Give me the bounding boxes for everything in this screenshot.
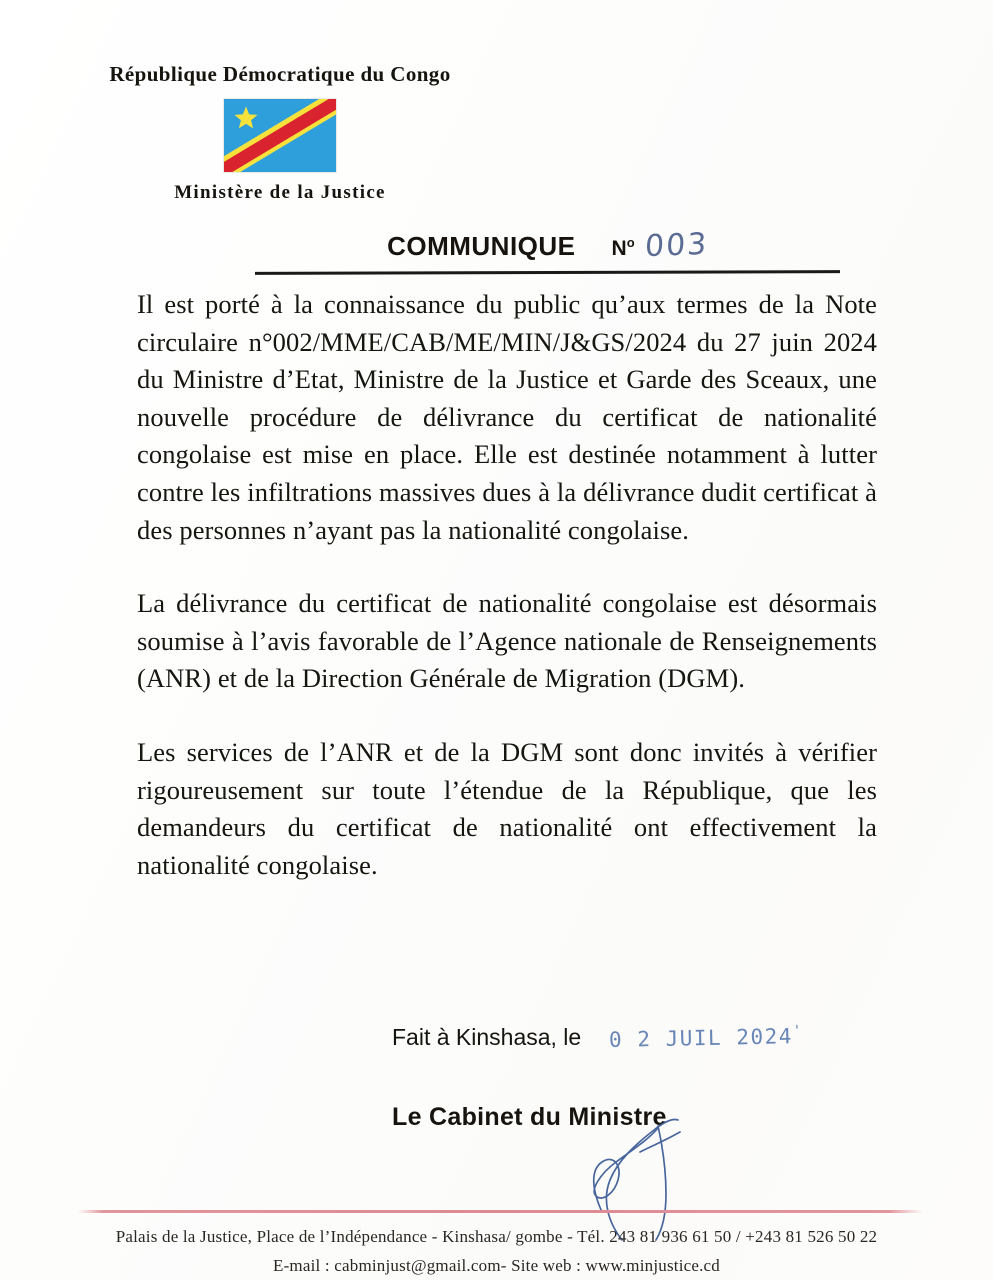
date-label: Fait à Kinshasa, le (392, 1024, 582, 1050)
number-label-superscript: o (626, 235, 635, 250)
handwritten-communique-number: 003 (643, 226, 709, 265)
number-label-text: N (611, 237, 627, 260)
page-title: COMMUNIQUE (387, 231, 576, 261)
flag-container (0, 98, 560, 173)
communique-title-block (255, 228, 840, 274)
letterhead (0, 62, 560, 204)
ministry-title: Ministère de la Justice (174, 182, 386, 203)
republic-title: République Démocratique du Congo (109, 62, 451, 86)
drc-flag-icon (223, 98, 337, 173)
title-row (255, 228, 840, 263)
signature-title: Le Cabinet du Ministre (392, 1103, 667, 1131)
number-label (612, 235, 635, 261)
footer (0, 1227, 993, 1276)
paragraph-2: La délivrance du certificat de nationalité congolaise est désormais soumise à l’avis favorable de l’Agence nationale de Renseignements (ANR) et de la Direction Générale de Migration (DGM). (137, 588, 877, 694)
date-stamp-value: 0 2 JUIL 2024 (608, 1024, 794, 1053)
date-line (392, 1024, 803, 1051)
date-stamp-tick: ' (792, 1022, 804, 1040)
footer-divider (78, 1210, 923, 1213)
flag-star-icon (233, 105, 259, 131)
footer-address: Palais de la Justice, Place de l’Indépendance - Kinshasa/ gombe - Tél. 243 81 936 61 50 / +243 81 526 50 22 (115, 1227, 878, 1246)
paragraph-1: Il est porté à la connaissance du public qu’aux termes de la Note circulaire n°002/MME/CAB/ME/MIN/J&GS/2024 du 27 juin 2024 du Ministre d’Etat, Ministre de la Justice et Garde des Sceaux, une nouvelle procédure de délivrance du certificat de nationalité congolaise est mise en place. Elle est destinée notamment à lutter contre les infiltrations massives dues à la délivrance dudit certificat à des personnes n’ayant pas la nationalité congolaise. (137, 289, 877, 545)
paragraph-3: Les services de l’ANR et de la DGM sont donc invités à vérifier rigoureusement sur toute l’étendue de la République, que les demandeurs du certificat de nationalité ont effectivement la nationalité congolaise. (137, 736, 877, 880)
date-stamp (609, 1023, 803, 1052)
document-body (137, 286, 877, 884)
footer-contact: E-mail : cabminjust@gmail.com- Site web : www.minjustice.cd (272, 1256, 721, 1275)
